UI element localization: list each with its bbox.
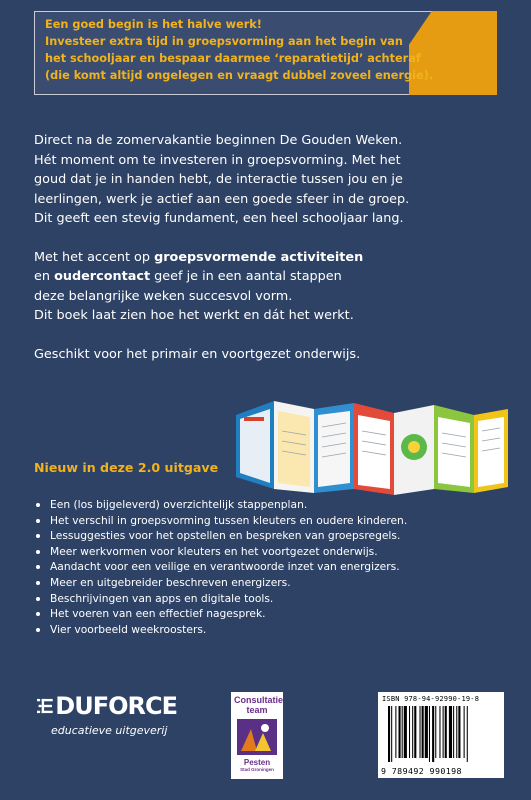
callout-line: Investeer extra tijd in groepsvorming aan het begin van [45, 35, 403, 48]
intro-emphasis: oudercontact [54, 269, 151, 284]
intro-line: geef je in een aantal stappen [150, 269, 342, 284]
new-edition-list [34, 497, 504, 637]
duforce-e-icon [37, 695, 54, 717]
badge-line: Pesten [243, 758, 271, 767]
intro-line: en [34, 269, 55, 284]
intro-emphasis: groepsvormende activiteiten [154, 249, 364, 265]
list-item: Meer werkvormen voor kleuters en het voortgezet onderwijs. [34, 544, 504, 560]
new-edition-heading: Nieuw in deze 2.0 uitgave [34, 460, 219, 475]
intro-line: deze belangrijke weken succesvol vorm. [34, 288, 293, 304]
list-item: Meer en uitgebreider beschreven energizers. [34, 575, 504, 591]
callout-line: (die komt altijd ongelegen en vraagt dubbel zoveel energie). [45, 69, 434, 82]
publisher-tagline: educatieve uitgeverij [51, 724, 168, 737]
publisher-wordmark [37, 693, 177, 719]
isbn-barcode-box [378, 692, 504, 778]
intro-line: goud dat je in handen hebt, de interactie tussen jou en je [34, 172, 403, 187]
publisher-logo [37, 693, 177, 737]
isbn-digits: 9 789492 990198 [381, 766, 462, 776]
isbn-label: ISBN 978-94-92990-19-8 [382, 695, 480, 703]
badge-line: Stad Groningen [240, 767, 274, 772]
intro-paragraph-1 [34, 131, 504, 229]
barcode-icon [388, 706, 496, 762]
intro-line: Direct na de zomervakantie beginnen De Gouden Weken. [34, 133, 403, 148]
callout-box [34, 11, 497, 95]
list-item: Het voeren van een effectief nagesprek. [34, 606, 504, 622]
intro-line: leerlingen, werk je actief aan een goede sfeer in de groep. [34, 191, 410, 207]
intro-line: Hét moment om te investeren in groepsvorming. Met het [34, 152, 401, 168]
intro-line: Met het accent op [34, 249, 155, 265]
badge-line: team [246, 705, 268, 715]
badge-illustration-icon [237, 719, 277, 755]
intro-paragraph-3: Geschikt voor het primair en voortgezet onderwijs. [34, 346, 361, 362]
intro-text [34, 131, 504, 383]
callout-line: het schooljaar en bespaar daarmee ‘reparatietijd’ achteraf [45, 52, 421, 65]
intro-paragraph-2 [34, 248, 504, 326]
badge-line: Consultatie [234, 695, 284, 705]
folded-brochure-image [232, 397, 512, 497]
callout-title: Een goed begin is het halve werk! [45, 18, 262, 31]
intro-line: Dit geeft een stevig fundament, een heel schooljaar lang. [34, 211, 404, 226]
list-item: Vier voorbeeld weekroosters. [34, 622, 504, 638]
list-item: Het verschil in groepsvorming tussen kleuters en oudere kinderen. [34, 513, 504, 529]
list-item: Een (los bijgeleverd) overzichtelijk stappenplan. [34, 497, 504, 513]
consultatieteam-pesten-logo [231, 692, 283, 779]
list-item: Lessuggesties voor het opstellen en bespreken van groepsregels. [34, 528, 504, 544]
list-item: Beschrijvingen van apps en digitale tools. [34, 591, 504, 607]
intro-line: Dit boek laat zien hoe het werkt en dát het werkt. [34, 308, 354, 323]
callout-text [45, 16, 445, 84]
list-item: Aandacht voor een veilige en verantwoorde inzet van energizers. [34, 559, 504, 575]
publisher-name: DUFORCE [55, 692, 177, 720]
